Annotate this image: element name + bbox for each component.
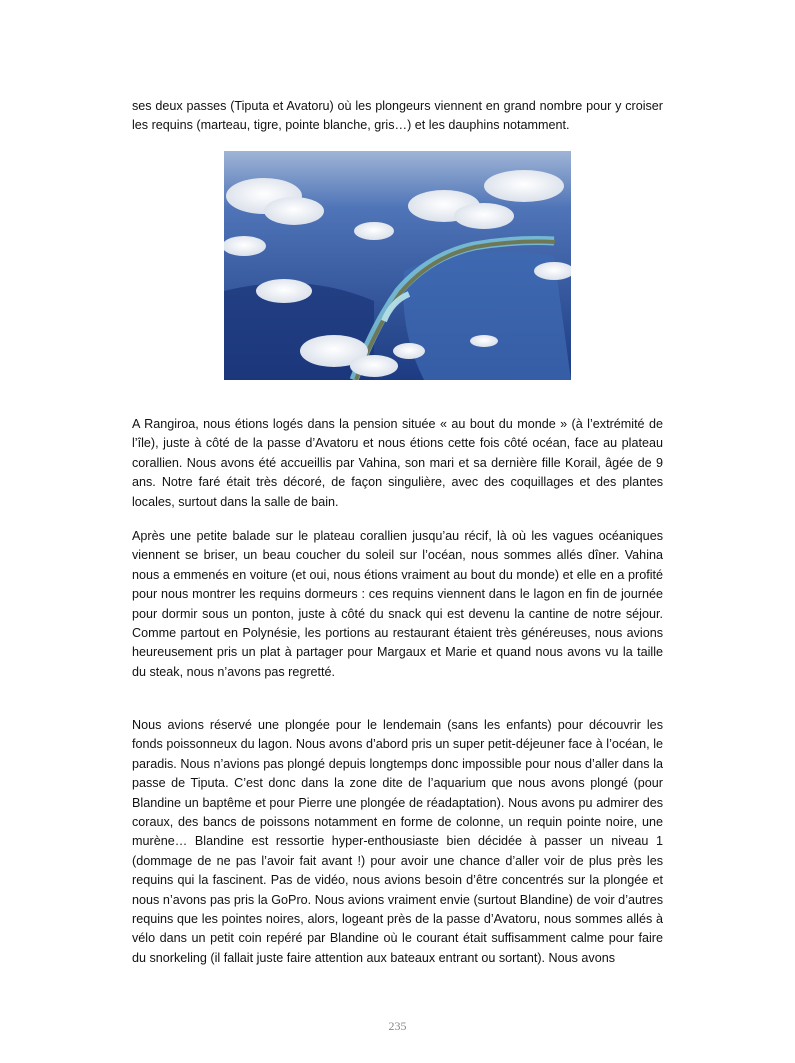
intro-paragraph: ses deux passes (Tiputa et Avatoru) où les plongeurs viennent en grand nombre pour y croiser les requins (marteau, tigre, pointe blanche, gris…) et les dauphins notamment. xyxy=(132,99,663,133)
aerial-atoll-photo xyxy=(224,151,571,380)
page-number: 235 xyxy=(388,1019,407,1033)
paragraph-balade-diner: Après une petite balade sur le plateau corallien jusqu’au récif, là où les vagues océaniques viennent se briser, un beau coucher du soleil sur l’océan, nous sommes allés dîner. Vahina nous a emmenés en voiture (et oui, nous étions vraiment au bout du monde) et elle en a profité pour nous montrer les requins dormeurs : ces requins viennent dans le lagon en fin de journée pour dormir sous un ponton, juste à côté du snack qui est devenu la cantine de notre séjour. Comme partout en Polynésie, les portions au restaurant étaient très généreuses, nous avions heureusement pris un plat à partager pour Margaux et Marie et quand nous avons vu la taille du steak, nous n’avons pas regretté. xyxy=(132,529,663,679)
paragraph-rangiroa-pension: A Rangiroa, nous étions logés dans la pension située « au bout du monde » (à l’extrémité de l’île), juste à côté de la passe d’Avatoru et nous étions cette fois côté océan, face au plateau corallien. Nous avons été accueillis par Vahina, son mari et sa dernière fille Korail, âgée de 9 ans. Notre faré était très décoré, de façon singulière, avec des coquillages et des plantes locales, surtout dans la salle de bain. xyxy=(132,417,663,509)
paragraph-plongee: Nous avions réservé une plongée pour le lendemain (sans les enfants) pour découvrir les fonds poissonneux du lagon. Nous avons d’abord pris un super petit-déjeuner face à l’océan, le paradis. Nous n’avions pas plongé depuis longtemps donc impossible pour nous d’aller dans la passe de Tiputa. C’est donc dans la zone dite de l’aquarium que nous avons plongé (pour Blandine un baptême et pour Pierre une plongée de réadaptation). Nous avons pu admirer des coraux, des bancs de poissons notamment en forme de colonne, un requin pointe noire, une murène… Blandine est ressortie hyper-enthousiaste bien décidée à passer un niveau 1 (dommage de ne pas l’avoir fait avant !) pour avoir une chance d’aller voir de plus près les requins qui la fascinent. Pas de vidéo, nous avions besoin d’être concentrés sur la plongée et nous n’avons pas pris la GoPro. Nous avions vraiment envie (surtout Blandine) de voir d’autres requins que les pointes noires, alors, logeant près de la passe d’Avatoru, nous sommes allés à vélo dans un petit coin repéré par Blandine où le courant était suffisamment calme pour faire du snorkeling (il fallait juste faire attention aux bateaux entrant ou sortant). Nous avons xyxy=(132,718,663,965)
